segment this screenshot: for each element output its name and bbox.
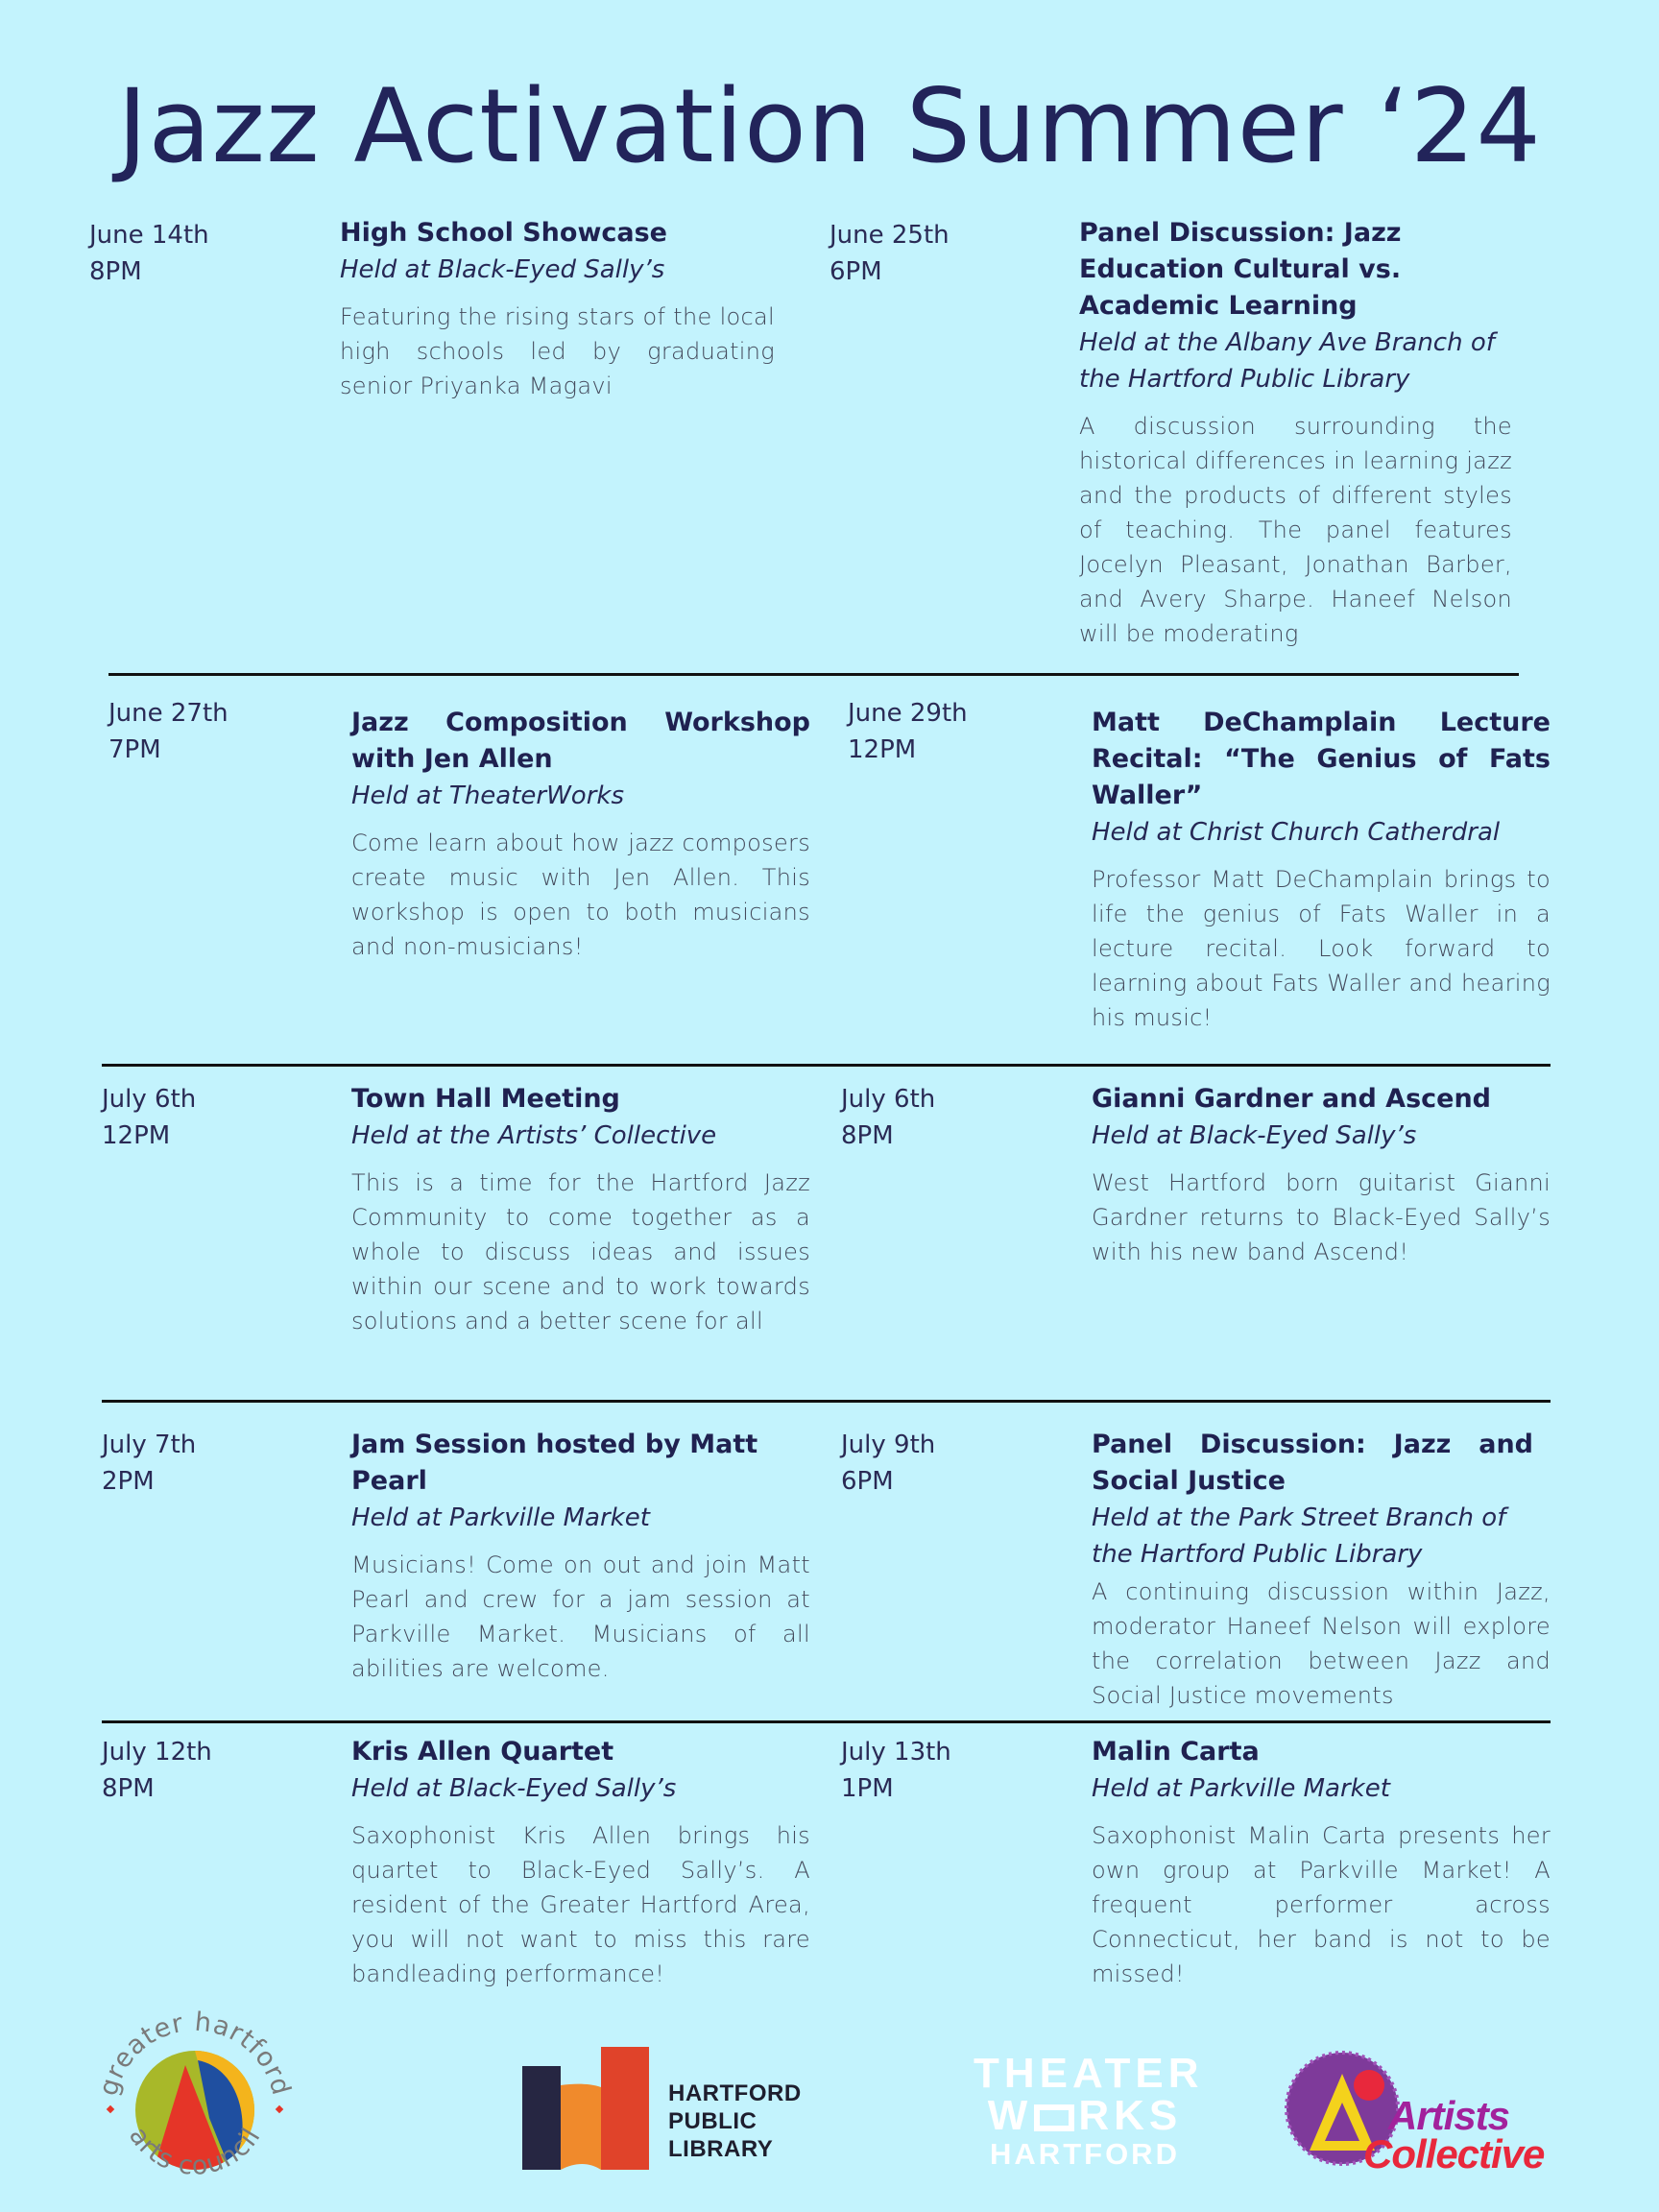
- event-venue: Held at the Artists’ Collective: [351, 1121, 717, 1150]
- event-card: [1092, 1081, 1551, 1269]
- event-name: Jazz Composition Workshop with Jen Allen: [351, 708, 810, 774]
- event-description: Come learn about how jazz composers create music with Jen Allen. This workshop is open to both musicians and non-musicians!: [351, 830, 810, 960]
- event-description: Professor Matt DeChamplain brings to life the genius of Fats Waller in a lecture recital. Look forward to learning about Fats Waller and hearing his music!: [1092, 866, 1551, 1031]
- event-name: Town Hall Meeting: [351, 1084, 620, 1114]
- event-card: [1092, 1734, 1551, 1991]
- event-venue: Held at Black-Eyed Sally’s: [1092, 1121, 1417, 1150]
- event-date: June 14th 8PM: [89, 221, 209, 286]
- event-card: [1092, 1427, 1551, 1713]
- event-card: [351, 1427, 816, 1686]
- event-card: [351, 1734, 810, 1991]
- event-card: [1079, 215, 1512, 651]
- event-description: This is a time for the Hartford Jazz Community to come together as a whole to discuss ideas and issues within our scene and to work towards solutions and a better scene for all: [351, 1169, 810, 1334]
- row-divider: [102, 1720, 1551, 1723]
- event-venue: Held at Black-Eyed Sally’s: [351, 1774, 677, 1803]
- event-description: Musicians! Come on out and join Matt Pearl and crew for a jam session at Parkville Market. Musicians of all abilities are welcome.: [351, 1551, 810, 1682]
- ghac-arc-bottom-text: arts council: [122, 2121, 267, 2182]
- artists-collective-logo: [1281, 2045, 1559, 2179]
- event-venue: Held at TheaterWorks: [351, 781, 625, 810]
- event-card: [340, 215, 775, 403]
- event-venue: Held at Black-Eyed Sally’s: [340, 255, 665, 284]
- hpl-line-1: HARTFORD: [668, 2080, 802, 2106]
- theaterworks-line-3: HARTFORD: [990, 2137, 1180, 2171]
- event-card: [351, 1081, 810, 1338]
- theaterworks-line-2b: RKS: [1078, 2092, 1183, 2139]
- event-venue: Held at Parkville Market: [1092, 1774, 1390, 1803]
- theaterworks-square-icon: [1034, 2104, 1074, 2131]
- artists-collective-line-1: Artists: [1388, 2093, 1510, 2138]
- event-date: June 25th 6PM: [830, 221, 950, 286]
- hartford-public-library-logo: [522, 2047, 820, 2170]
- ghac-arc-top-text: greater hartford: [94, 2007, 296, 2100]
- event-name: Malin Carta: [1092, 1737, 1260, 1767]
- event-name: Panel Discussion: Jazz Education Cultural vs. Academic Learning: [1079, 218, 1402, 321]
- hpl-book-icon: [522, 2047, 652, 2170]
- page-title: Jazz Activation Summer ‘24: [117, 67, 1542, 185]
- artists-collective-line-2: Collective: [1363, 2131, 1545, 2176]
- event-name: Gianni Gardner and Ascend: [1092, 1084, 1492, 1114]
- event-name: Jam Session hosted by Matt Pearl: [351, 1430, 758, 1496]
- event-date: July 6th 8PM: [841, 1085, 936, 1150]
- greater-hartford-arts-council-logo: [94, 2003, 296, 2204]
- event-card: [351, 705, 810, 964]
- event-venue: Held at Parkville Market: [351, 1503, 650, 1532]
- event-venue: Held at the Albany Ave Branch of the Hartford Public Library: [1079, 328, 1495, 394]
- event-name: High School Showcase: [340, 218, 667, 248]
- event-date: July 7th 2PM: [102, 1431, 197, 1496]
- event-description: Saxophonist Malin Carta presents her own group at Parkville Market! A frequent performer across Connecticut, her band is not to be missed!: [1092, 1822, 1551, 1987]
- event-name: Matt DeChamplain Lecture Recital: “The Genius of Fats Waller”: [1092, 708, 1551, 810]
- event-date: July 6th 12PM: [102, 1085, 197, 1150]
- theaterworks-hartford-logo: [974, 2050, 1204, 2174]
- event-name: Panel Discussion: Jazz and Social Justice: [1092, 1430, 1533, 1496]
- event-description: Saxophonist Kris Allen brings his quartet to Black-Eyed Sally’s. A resident of the Greater Hartford Area, you will not want to miss this rare bandleading performance!: [351, 1822, 810, 1987]
- event-date: July 9th 6PM: [841, 1431, 936, 1496]
- event-card: [1092, 705, 1551, 1035]
- row-divider: [102, 1400, 1551, 1403]
- event-date: July 12th 8PM: [102, 1738, 212, 1803]
- hpl-line-3: LIBRARY: [668, 2136, 774, 2162]
- theaterworks-line-2a: W: [987, 2092, 1033, 2139]
- event-description: West Hartford born guitarist Gianni Gardner returns to Black-Eyed Sally’s with his new band Ascend!: [1092, 1169, 1551, 1265]
- event-description: A continuing discussion within Jazz, moderator Haneef Nelson will explore the correlation between Jazz and Social Justice movements: [1092, 1578, 1551, 1709]
- ghac-emblem-icon: [94, 2003, 296, 2204]
- hpl-line-2: PUBLIC: [668, 2108, 757, 2134]
- event-name: Kris Allen Quartet: [351, 1737, 614, 1767]
- row-divider: [102, 1064, 1551, 1067]
- row-divider: [108, 673, 1519, 676]
- event-date: July 13th 1PM: [841, 1738, 951, 1803]
- event-date: June 29th 12PM: [848, 699, 968, 764]
- event-description: A discussion surrounding the historical differences in learning jazz and the products of different styles of teaching. The panel features Jocelyn Pleasant, Jonathan Barber, and Avery Sharpe. Haneef Nelson will be moderating: [1079, 413, 1512, 647]
- theaterworks-line-1: THEATER: [974, 2050, 1204, 2097]
- event-description: Featuring the rising stars of the local high schools led by graduating senior Priyanka Magavi: [340, 303, 775, 399]
- event-venue: Held at the Park Street Branch of the Hartford Public Library: [1092, 1503, 1506, 1569]
- event-venue: Held at Christ Church Catherdral: [1092, 818, 1501, 847]
- event-date: June 27th 7PM: [108, 699, 228, 764]
